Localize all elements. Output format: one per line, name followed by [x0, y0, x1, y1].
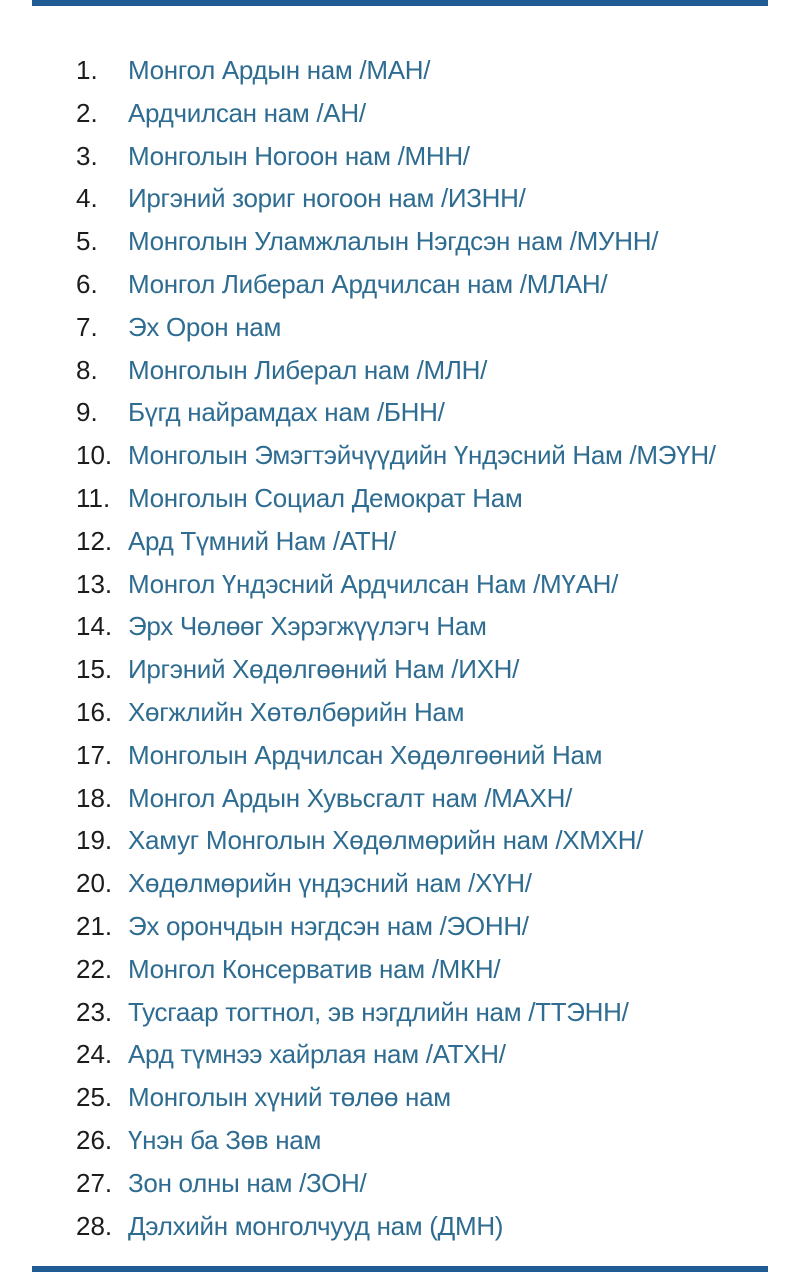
party-list-item: [0, 92, 800, 135]
party-name: Эрх Чөлөөг Хэрэгжүүлэгч Нам: [128, 611, 487, 642]
party-list-item: [0, 349, 800, 392]
party-number: 17.: [76, 739, 113, 770]
party-name: Эх орончдын нэгдсэн нам /ЭОНН/: [128, 910, 529, 941]
party-list-item: [0, 691, 800, 734]
party-number: 24.: [76, 1039, 113, 1070]
party-number: 3.: [76, 140, 98, 171]
party-list: [0, 49, 800, 1247]
party-name: Монголын хүний төлөө нам: [128, 1082, 451, 1113]
party-number: 10.: [76, 440, 113, 471]
party-number: 2.: [76, 97, 98, 128]
party-name: Ардчилсан нам /АН/: [128, 97, 366, 128]
party-name: Бүгд найрамдах нам /БНН/: [128, 397, 445, 428]
party-list-item: [0, 862, 800, 905]
party-list-item: [0, 220, 800, 263]
party-name: Эх Орон нам: [128, 311, 282, 342]
party-list-item: [0, 948, 800, 991]
party-name: Монголын Эмэгтэйчүүдийн Үндэсний Нам /МЭҮН/: [128, 440, 716, 471]
party-name: Монгол Консерватив нам /МКН/: [128, 953, 501, 984]
party-list-item: [0, 648, 800, 691]
party-number: 7.: [76, 311, 98, 342]
party-name: Хамуг Монголын Хөдөлмөрийн нам /ХМХН/: [128, 825, 644, 856]
party-number: 5.: [76, 226, 98, 257]
party-list-item: [0, 391, 800, 434]
party-number: 20.: [76, 868, 113, 899]
party-list-item: [0, 734, 800, 777]
party-name: Монголын Либерал нам /МЛН/: [128, 354, 488, 385]
party-list-item: [0, 563, 800, 606]
party-list-item: [0, 263, 800, 306]
party-number: 15.: [76, 654, 113, 685]
party-name: Монголын Социал Демократ Нам: [128, 482, 523, 513]
party-number: 19.: [76, 825, 113, 856]
party-number: 18.: [76, 782, 113, 813]
party-list-item: [0, 177, 800, 220]
party-name: Монгол Үндэсний Ардчилсан Нам /МҮАН/: [128, 568, 619, 599]
party-name: Монгол Либерал Ардчилсан нам /МЛАН/: [128, 268, 608, 299]
party-list-item: [0, 1162, 800, 1205]
party-name: Монгол Ардын Хувьсгалт нам /МАХН/: [128, 782, 572, 813]
party-name: Хөгжлийн Хөтөлбөрийн Нам: [128, 696, 465, 727]
party-name: Ард түмнээ хайрлая нам /АТХН/: [128, 1039, 506, 1070]
party-name: Зон олны нам /ЗОН/: [128, 1167, 367, 1198]
party-list-item: [0, 819, 800, 862]
bottom-divider: [32, 1266, 768, 1272]
party-number: 22.: [76, 953, 113, 984]
party-list-item: [0, 49, 800, 92]
party-number: 9.: [76, 397, 98, 428]
party-list-item: [0, 991, 800, 1034]
party-list-item: [0, 477, 800, 520]
party-name: Монголын Ардчилсан Хөдөлгөөний Нам: [128, 739, 603, 770]
top-divider: [32, 0, 768, 6]
party-number: 6.: [76, 268, 98, 299]
party-number: 13.: [76, 568, 113, 599]
party-list-item: [0, 605, 800, 648]
party-number: 11.: [76, 482, 111, 513]
party-list-item: [0, 1033, 800, 1076]
party-list-item: [0, 306, 800, 349]
party-number: 4.: [76, 183, 98, 214]
party-number: 28.: [76, 1210, 113, 1241]
party-name: Иргэний зориг ногоон нам /ИЗНН/: [128, 183, 526, 214]
party-number: 25.: [76, 1082, 113, 1113]
party-name: Тусгаар тогтнол, эв нэгдлийн нам /ТТЭНН/: [128, 996, 629, 1027]
party-list-item: [0, 777, 800, 820]
party-list-item: [0, 1205, 800, 1248]
party-number: 21.: [76, 910, 113, 941]
party-list-item: [0, 1076, 800, 1119]
party-name: Үнэн ба Зөв нам: [128, 1124, 322, 1155]
party-name: Хөдөлмөрийн үндэсний нам /ХҮН/: [128, 868, 532, 899]
party-name: Монголын Ногоон нам /МНН/: [128, 140, 470, 171]
party-list-item: [0, 520, 800, 563]
party-number: 16.: [76, 696, 113, 727]
party-number: 1.: [76, 55, 98, 85]
party-number: 12.: [76, 525, 113, 556]
party-number: 27.: [76, 1167, 113, 1198]
party-number: 14.: [76, 611, 113, 642]
party-list-item: [0, 1119, 800, 1162]
party-list-item: [0, 135, 800, 178]
party-name: Иргэний Хөдөлгөөний Нам /ИХН/: [128, 654, 520, 685]
party-number: 8.: [76, 354, 98, 385]
party-list-item: [0, 434, 800, 477]
party-number: 23.: [76, 996, 113, 1027]
party-name: Монгол Ардын нам /МАН/: [128, 55, 431, 85]
party-list-item: [0, 905, 800, 948]
party-name: Ард Түмний Нам /АТН/: [128, 525, 396, 556]
party-name: Монголын Уламжлалын Нэгдсэн нам /МУНН/: [128, 226, 659, 257]
party-name: Дэлхийн монголчууд нам (ДМН): [128, 1210, 504, 1241]
party-number: 26.: [76, 1124, 113, 1155]
